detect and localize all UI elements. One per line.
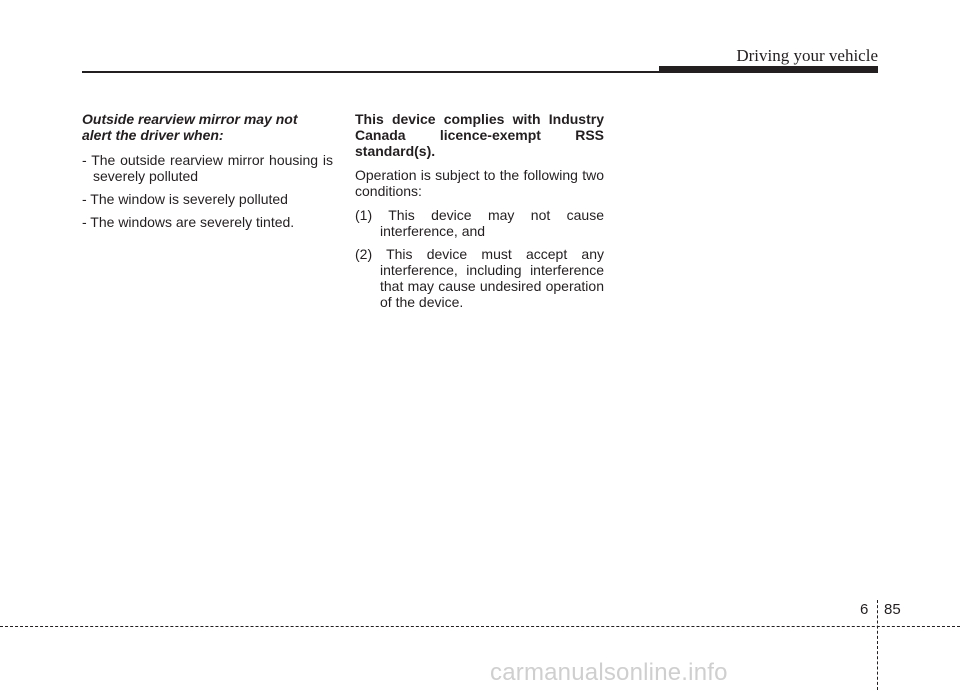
mirror-warning-heading-line2: alert the driver when: — [82, 127, 224, 143]
mirror-warning-item: - The windows are severely tinted. — [82, 214, 295, 230]
mirror-warning-heading — [82, 111, 333, 143]
footer-divider — [877, 600, 878, 690]
header-rule-thin — [82, 71, 660, 73]
footer-rule — [0, 626, 960, 627]
mirror-warning-heading-line1: Outside rearview mirror may not — [82, 111, 298, 127]
chapter-number: 6 — [860, 601, 869, 618]
watermark-text: carmanualsonline.info — [490, 659, 728, 686]
header-rule-thick — [659, 66, 878, 73]
mirror-warning-item: - The outside rearview mirror housing is severely polluted — [82, 152, 333, 184]
middle-column — [355, 111, 604, 317]
mirror-warning-item: - The window is severely polluted — [82, 191, 288, 207]
page-number: 85 — [884, 601, 901, 618]
compliance-condition: (2) This device must accept any interference, including interference that may cause undesired operation of the device. — [355, 246, 604, 310]
compliance-heading: This device complies with Industry Canada licence-exempt RSS standard(s). — [355, 111, 604, 159]
left-column — [82, 111, 333, 237]
compliance-intro: Operation is subject to the following two conditions: — [355, 167, 604, 199]
running-header-title: Driving your vehicle — [736, 46, 878, 65]
compliance-condition: (1) This device may not cause interference, and — [355, 207, 604, 239]
